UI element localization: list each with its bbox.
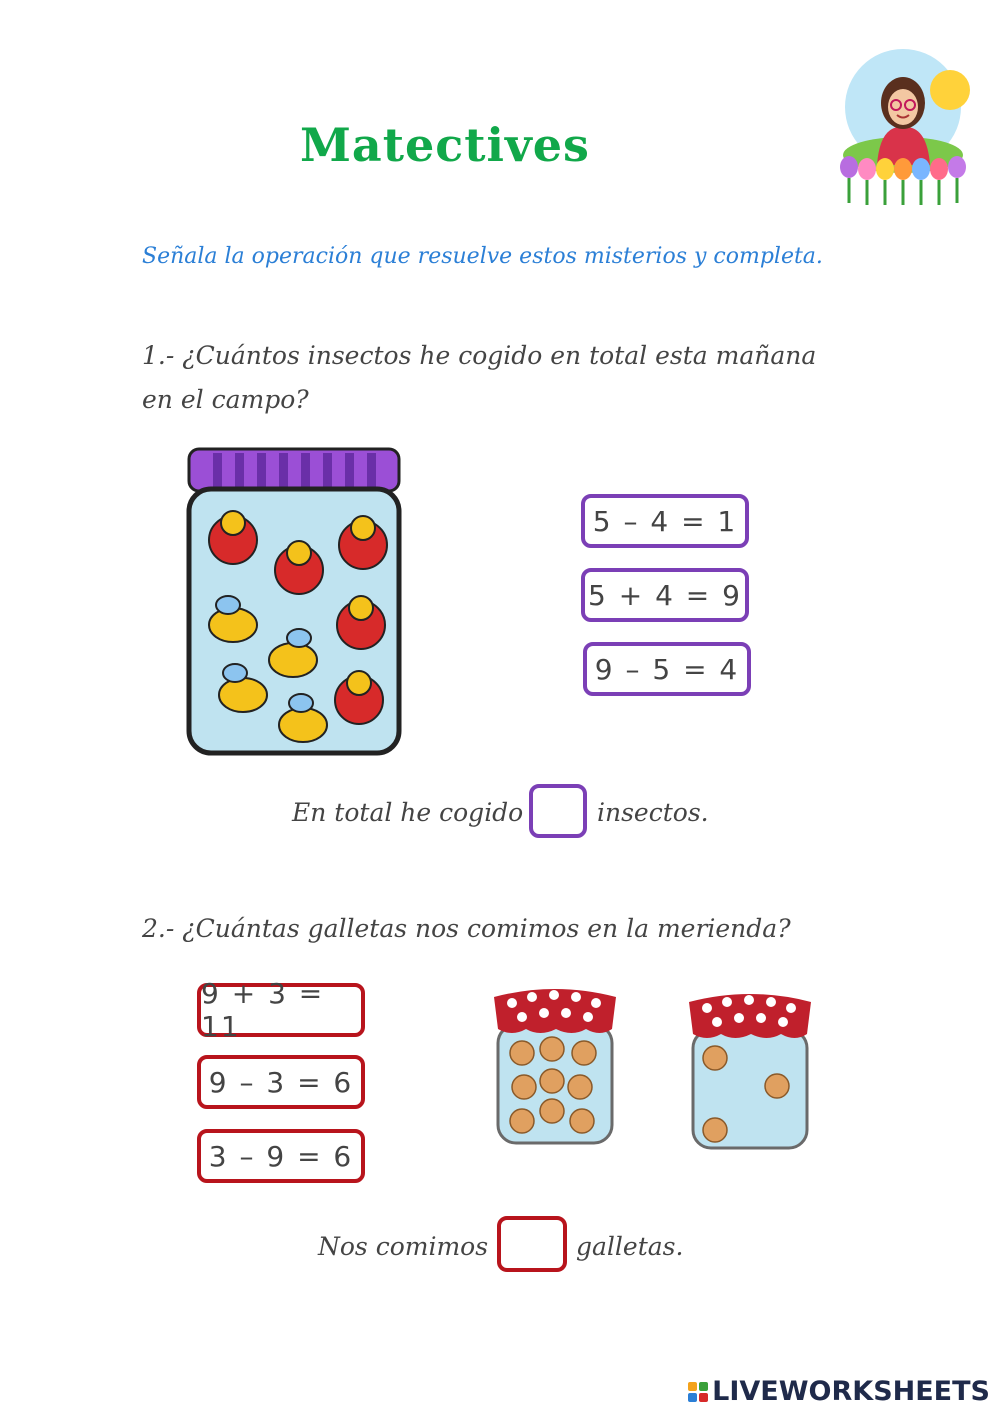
footer-brand-text: LIVEWORKSHEETS <box>712 1376 990 1407</box>
q1-option-2[interactable]: 5 + 4 = 9 <box>581 568 749 622</box>
footer-brand <box>688 1376 990 1407</box>
liveworksheets-logo-icon <box>688 1382 708 1402</box>
instruction-text: Señala la operación que resuelve estos misterios y completa. <box>142 244 823 269</box>
q1-option-1[interactable]: 5 – 4 = 1 <box>581 494 749 548</box>
q1-answer-suffix: insectos. <box>597 798 709 827</box>
question-1-line-2: en el campo? <box>142 385 309 414</box>
question-1-line-1: 1.- ¿Cuántos insectos he cogido en total esta mañana <box>142 341 817 370</box>
cookie-jar-partial-image <box>685 990 815 1155</box>
q1-option-3[interactable]: 9 – 5 = 4 <box>583 642 751 696</box>
q2-option-2[interactable]: 9 – 3 = 6 <box>197 1055 365 1109</box>
q2-answer-input[interactable] <box>497 1216 567 1272</box>
question-1 <box>142 334 816 422</box>
insect-jar-image <box>183 445 405 760</box>
question-2: 2.- ¿Cuántas galletas nos comimos en la merienda? <box>142 914 791 943</box>
q2-answer-suffix: galletas. <box>576 1232 684 1261</box>
q2-option-3[interactable]: 3 – 9 = 6 <box>197 1129 365 1183</box>
q1-answer-prefix: En total he cogido <box>292 798 524 827</box>
teacher-avatar-image <box>835 45 970 210</box>
q1-answer-input[interactable] <box>529 784 587 838</box>
page-title: Matectives <box>300 118 590 172</box>
q2-answer-prefix: Nos comimos <box>318 1232 489 1261</box>
cookie-jar-full-image <box>490 985 620 1150</box>
q2-option-1[interactable]: 9 + 3 = 11 <box>197 983 365 1037</box>
